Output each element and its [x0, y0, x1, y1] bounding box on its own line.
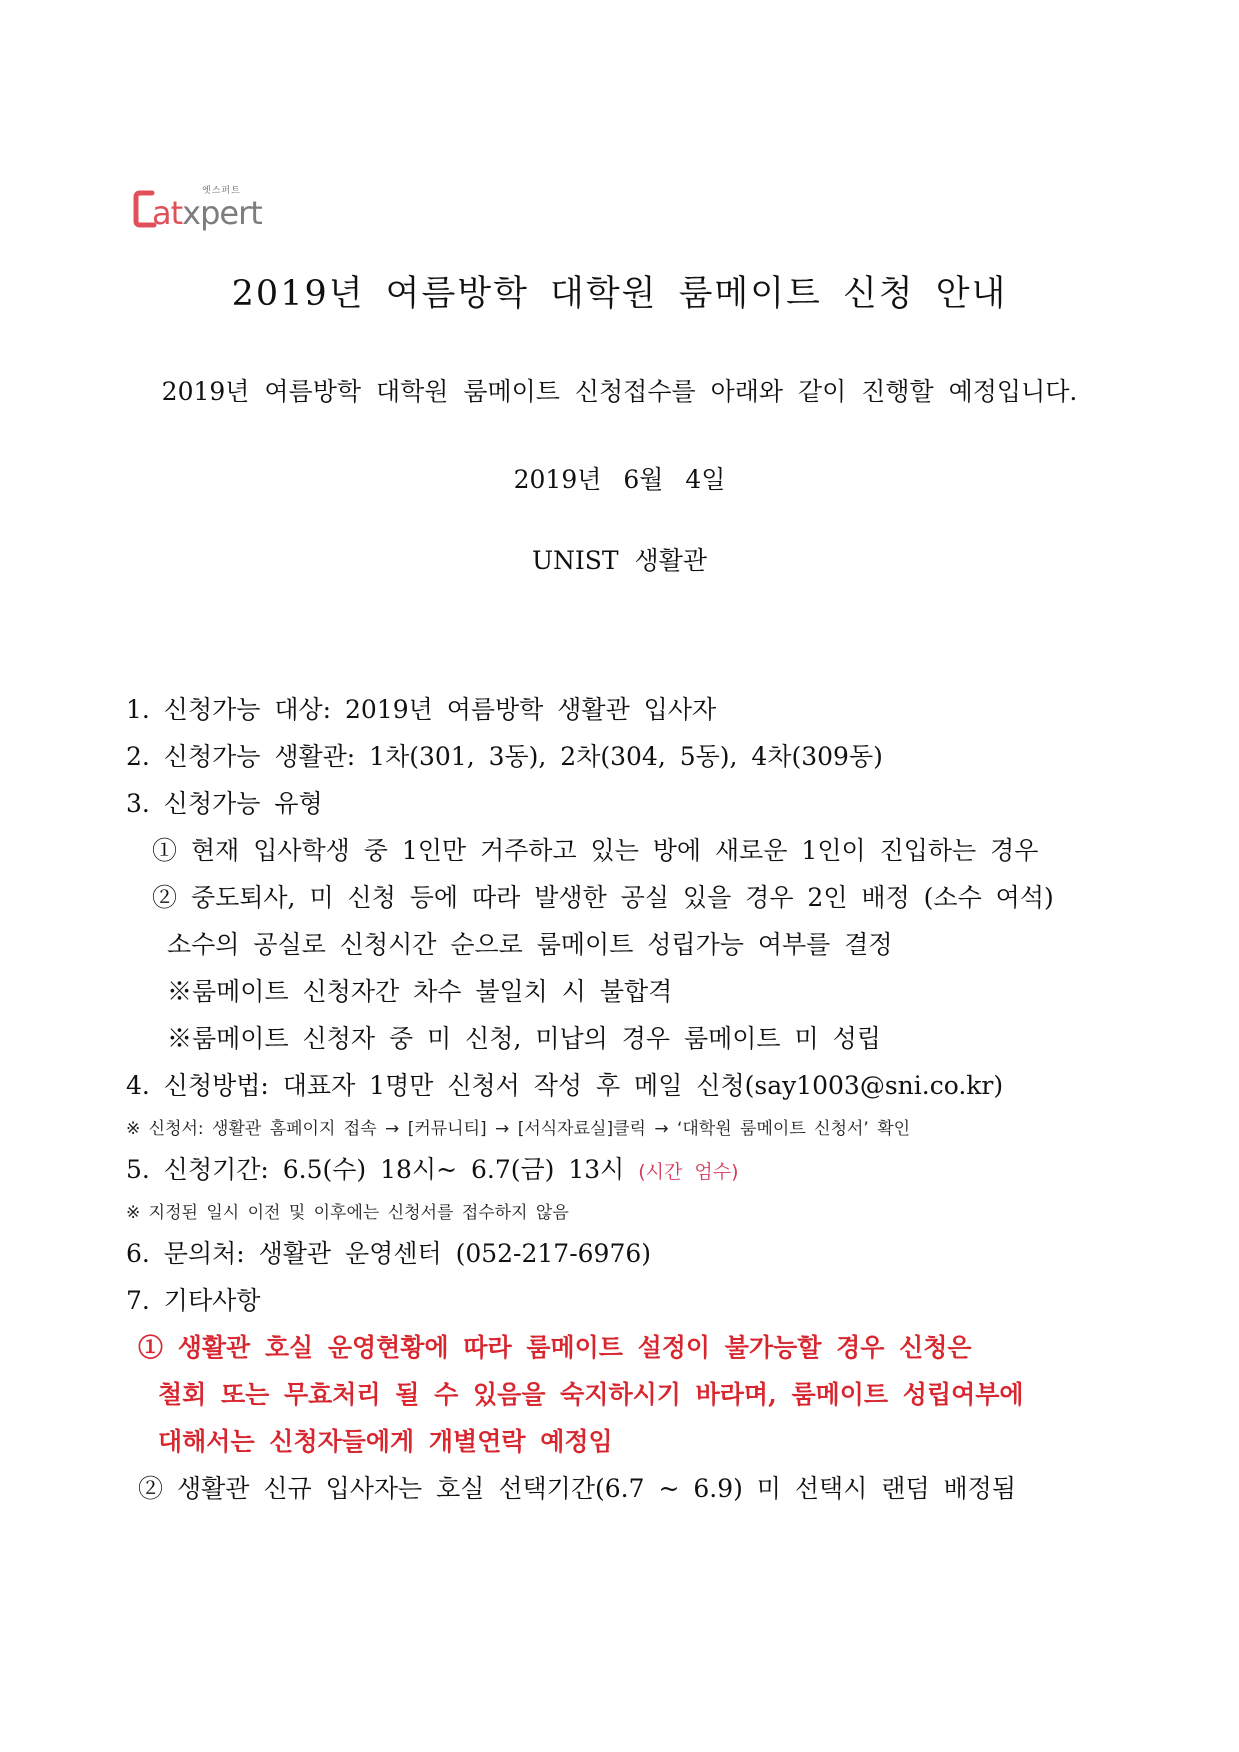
- item-note-mismatch: ※룸메이트 신청자간 차수 불일치 시 불합격: [167, 977, 673, 1006]
- item-dormitories: 2. 신청가능 생활관: 1차(301, 3동), 2차(304, 5동), 4차(309동): [126, 742, 883, 771]
- item-types-heading: 3. 신청가능 유형: [126, 789, 323, 818]
- organization-name: UNIST 생활관: [531, 546, 708, 575]
- notice-date: 2019년 6월 4일: [513, 465, 726, 494]
- item-contact: 6. 문의처: 생활관 운영센터 (052-217-6976): [126, 1239, 652, 1268]
- period-text: 5. 신청기간: 6.5(수) 18시~ 6.7(금) 13시: [126, 1155, 625, 1184]
- item-type-2-detail: 소수의 공실로 신청시간 순으로 룸메이트 성립가능 여부를 결정: [167, 930, 893, 959]
- item-application-method: 4. 신청방법: 대표자 1명만 신청서 작성 후 메일 신청(say1003@sni.co.kr): [126, 1071, 1004, 1100]
- item-type-1: ① 현재 입사학생 중 1인만 거주하고 있는 방에 새로운 1인이 진입하는 경우: [152, 836, 1039, 865]
- item-note-unpaid: ※룸메이트 신청자 중 미 신청, 미납의 경우 룸메이트 미 성립: [167, 1024, 881, 1053]
- logo-wordmark: atxpert: [152, 194, 262, 232]
- page-title: 2019년 여름방학 대학원 룸메이트 신청 안내: [231, 274, 1008, 314]
- item-period-note: ※ 지정된 일시 이전 및 이후에는 신청서를 접수하지 않음: [126, 1203, 569, 1223]
- item-period: [126, 1150, 739, 1186]
- item-form-note: ※ 신청서: 생활관 홈페이지 접속 → [커뮤니티] → [서식자료실]클릭 → ‘대학원 룸메이트 신청서’ 확인: [126, 1119, 911, 1139]
- item-others-heading: 7. 기타사항: [126, 1286, 261, 1315]
- company-logo: [132, 183, 262, 239]
- item-other-1-line2: 철회 또는 무효처리 될 수 있음을 숙지하시기 바라며, 룸메이트 성립여부에: [158, 1380, 1024, 1409]
- item-other-2: ② 생활관 신규 입사자는 호실 선택기간(6.7 ~ 6.9) 미 선택시 랜덤 배정됨: [138, 1474, 1016, 1503]
- intro-text: 2019년 여름방학 대학원 룸메이트 신청접수를 아래와 같이 진행할 예정입니다.: [161, 377, 1078, 406]
- logo-korean-text: 엣스퍼트: [202, 186, 241, 196]
- item-other-1-line3: 대해서는 신청자들에게 개별연락 예정임: [158, 1427, 613, 1456]
- item-other-1-line1: ① 생활관 호실 운영현황에 따라 룸메이트 설정이 불가능할 경우 신청은: [138, 1333, 972, 1362]
- period-strict-note: (시간 엄수): [638, 1161, 739, 1183]
- item-type-2: ② 중도퇴사, 미 신청 등에 따라 발생한 공실 있을 경우 2인 배정 (소수 여석): [152, 883, 1054, 912]
- item-eligibility: 1. 신청가능 대상: 2019년 여름방학 생활관 입사자: [126, 695, 717, 724]
